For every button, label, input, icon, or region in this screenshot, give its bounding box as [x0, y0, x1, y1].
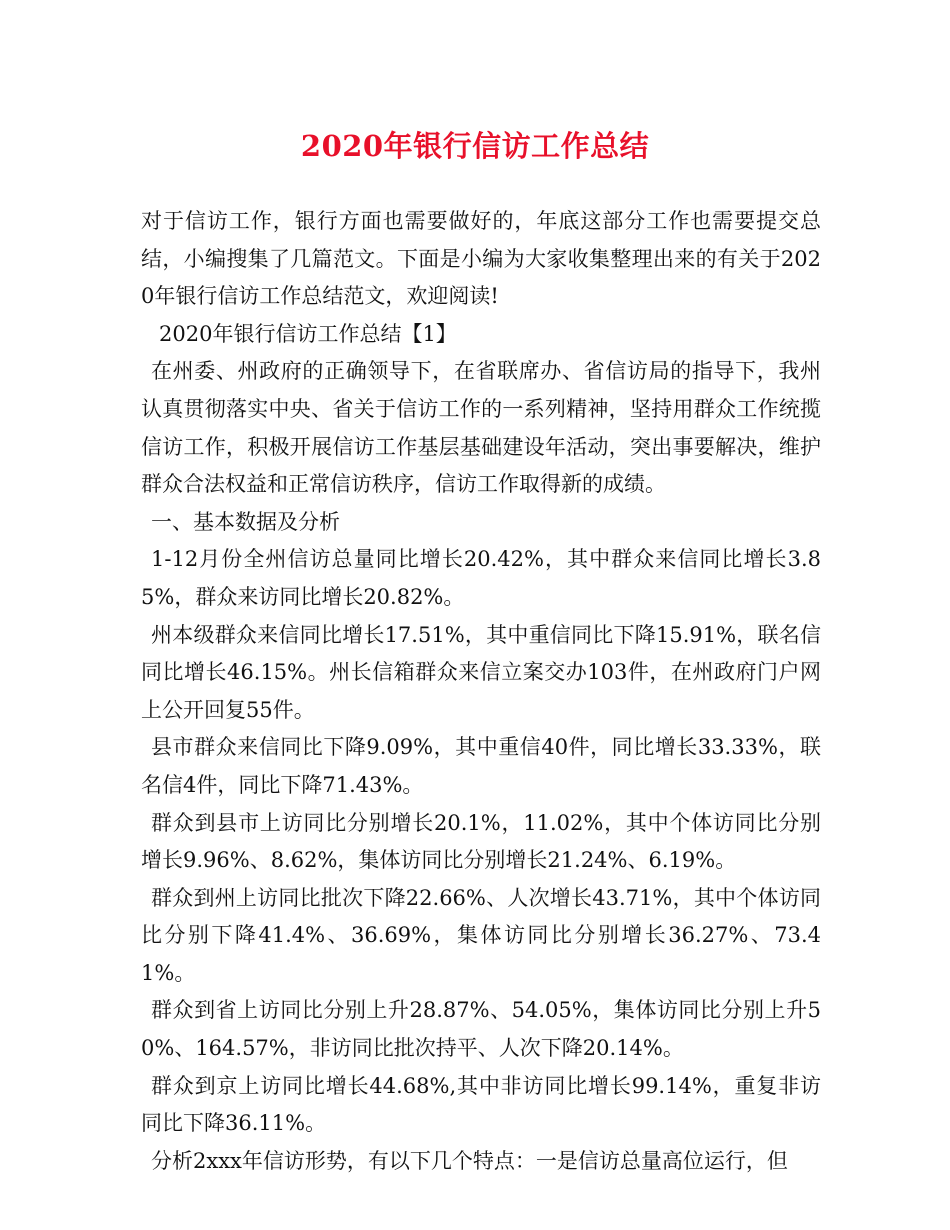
- document-body: [141, 203, 821, 1180]
- body-paragraph: 群众到县市上访同比分别增长20.1%，11.02%，其中个体访同比分别增长9.96%、8.62%，集体访同比分别增长21.24%、6.19%。: [141, 810, 821, 873]
- body-paragraph: 分析2xxx年信访形势，有以下几个特点：一是信访总量高位运行，但: [151, 1148, 788, 1173]
- body-paragraph: 群众到京上访同比增长44.68%,其中非访同比增长99.14%，重复非访同比下降36.11%。: [141, 1073, 821, 1136]
- body-paragraph: 在州委、州政府的正确领导下，在省联席办、省信访局的指导下，我州认真贯彻落实中央、省关于信访工作的一系列精神，坚持用群众工作统揽信访工作，积极开展信访工作基层基础建设年活动，突出事要解决，维护群众合法权益和正常信访秩序，信访工作取得新的成绩。: [141, 359, 821, 497]
- intro-paragraph: 对于信访工作，银行方面也需要做好的，年底这部分工作也需要提交总结，小编搜集了几篇范文。下面是小编为大家收集整理出来的有关于2020年银行信访工作总结范文，欢迎阅读!: [141, 209, 821, 309]
- body-paragraph: 县市群众来信同比下降9.09%，其中重信40件，同比增长33.33%，联名信4件，同比下降71.43%。: [141, 735, 821, 797]
- body-paragraph: 群众到州上访同比批次下降22.66%、人次增长43.71%，其中个体访同比分别下降41.4%、36.69%，集体访同比分别增长36.27%、73.41%。: [141, 885, 821, 985]
- body-paragraph: 群众到省上访同比分别上升28.87%、54.05%，集体访同比分别上升50%、164.57%，非访同比批次持平、人次下降20.14%。: [141, 998, 821, 1061]
- document-title: 2020年银行信访工作总结: [300, 129, 650, 163]
- body-paragraph: 州本级群众来信同比增长17.51%，其中重信同比下降15.91%，联名信同比增长46.15%。州长信箱群众来信立案交办103件，在州政府门户网上公开回复55件。: [141, 622, 821, 722]
- section-heading-1: 2020年银行信访工作总结【1】: [159, 321, 457, 346]
- section-heading-basic-data: 一、基本数据及分析: [151, 509, 340, 534]
- body-paragraph: 1-12月份全州信访总量同比增长20.42%，其中群众来信同比增长3.85%，群众来访同比增长20.82%。: [141, 547, 821, 609]
